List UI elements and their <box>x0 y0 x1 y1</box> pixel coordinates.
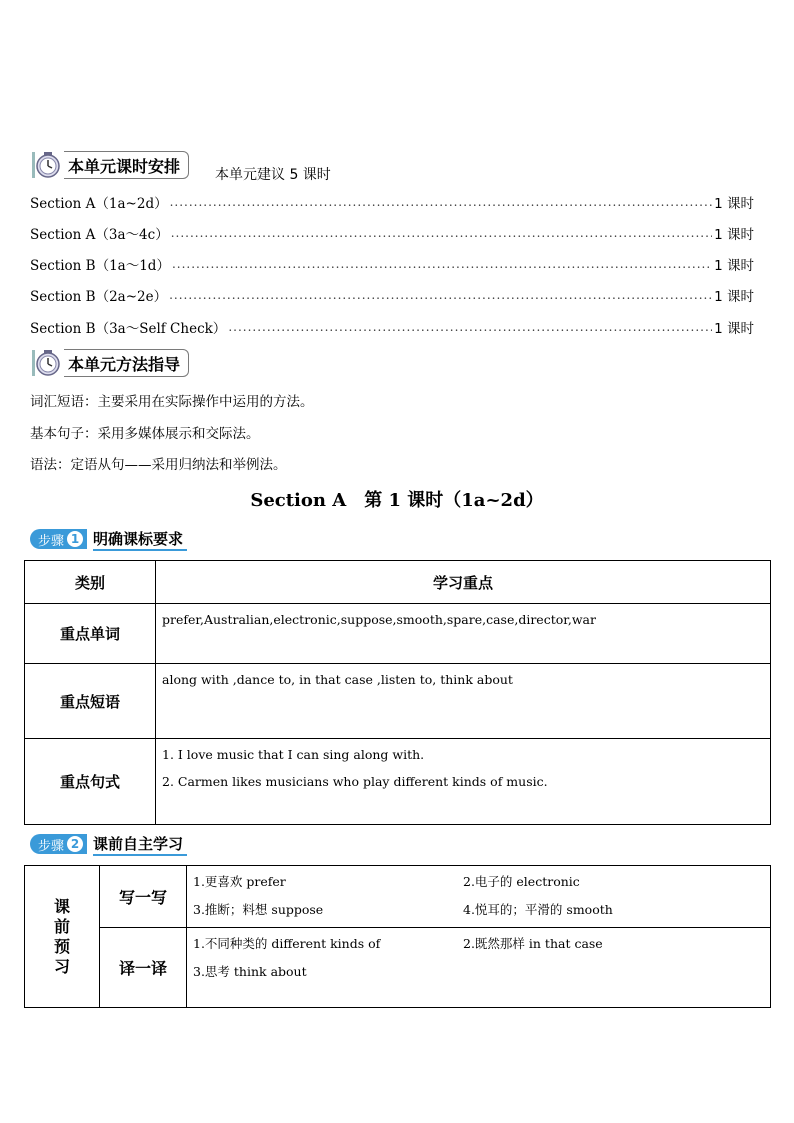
step-number: 1 <box>67 531 83 547</box>
dot-leader <box>170 195 713 209</box>
schedule-row-value: 1 课时 <box>714 321 754 337</box>
schedule-title: 本单元课时安排 <box>64 151 189 179</box>
methods-header <box>30 348 189 378</box>
table-row <box>25 928 771 1008</box>
translate-content <box>187 928 771 1008</box>
preview-table <box>24 865 771 1008</box>
write-item: 2.电子的 electronic <box>463 874 580 889</box>
translate-label: 译一译 <box>100 928 187 1008</box>
table-row <box>25 664 771 739</box>
schedule-row <box>30 285 754 305</box>
table-row <box>25 866 771 928</box>
dot-leader <box>228 320 712 334</box>
step-number: 2 <box>67 836 83 852</box>
content-line: along with ,dance to, in that case ,listen to, think about <box>162 672 513 687</box>
methods-title: 本单元方法指导 <box>64 349 189 377</box>
schedule-header <box>30 150 189 180</box>
clock-icon <box>30 150 64 180</box>
row-content <box>156 739 771 825</box>
clock-icon <box>30 348 64 378</box>
method-line: 基本句子：采用多媒体展示和交际法。 <box>30 426 260 442</box>
schedule-row <box>30 223 754 243</box>
schedule-row <box>30 317 754 337</box>
row-category: 重点单词 <box>25 604 156 664</box>
schedule-row-label: Section A（3a～4c） <box>30 227 169 243</box>
objectives-table <box>24 560 771 825</box>
step-title: 课前自主学习 <box>93 833 187 856</box>
table-row <box>25 739 771 825</box>
write-item: 4.悦耳的；平滑的 smooth <box>463 902 613 917</box>
row-category: 重点短语 <box>25 664 156 739</box>
content-line: 1. I love music that I can sing along with. <box>162 747 425 762</box>
content-line: 2. Carmen likes musicians who play different kinds of music. <box>162 774 548 789</box>
step-1-header <box>30 528 187 550</box>
content-line: prefer,Australian,electronic,suppose,smooth,spare,case,director,war <box>162 612 596 627</box>
schedule-row <box>30 254 754 274</box>
table-header-row <box>25 561 771 604</box>
write-content <box>187 866 771 928</box>
preview-side-label <box>25 866 100 1008</box>
side-label-text: 课前预习 <box>53 896 70 976</box>
write-item: 1.更喜欢 prefer <box>193 874 286 889</box>
schedule-row-value: 1 课时 <box>714 227 754 243</box>
step-pill-label: 步骤 <box>38 533 65 549</box>
method-line: 语法：定语从句——采用归纳法和举例法。 <box>30 457 287 473</box>
step-pill <box>30 834 87 854</box>
dot-leader <box>171 226 712 240</box>
lesson-title: Section A 第 1 课时（1a~2d） <box>250 490 544 511</box>
schedule-row-value: 1 课时 <box>714 196 754 212</box>
write-label: 写一写 <box>100 866 187 928</box>
row-category: 重点句式 <box>25 739 156 825</box>
schedule-row <box>30 192 754 212</box>
translate-item: 2.既然那样 in that case <box>463 936 603 951</box>
step-2-header <box>30 833 187 855</box>
header-focus: 学习重点 <box>156 561 771 604</box>
schedule-row-label: Section B（1a～1d） <box>30 258 170 274</box>
step-pill <box>30 529 87 549</box>
schedule-row-value: 1 课时 <box>714 258 754 274</box>
row-content <box>156 664 771 739</box>
schedule-note: 本单元建议 5 课时 <box>215 167 331 183</box>
dot-leader <box>172 257 712 271</box>
translate-item: 1.不同种类的 different kinds of <box>193 936 381 951</box>
write-item: 3.推断；料想 suppose <box>193 902 324 917</box>
schedule-row-value: 1 课时 <box>714 289 754 305</box>
dot-leader <box>169 288 712 302</box>
translate-item: 3.思考 think about <box>193 964 307 979</box>
schedule-row-label: Section B（2a~2e） <box>30 289 168 305</box>
schedule-row-label: Section A（1a~2d） <box>30 196 168 212</box>
header-category: 类别 <box>25 561 156 604</box>
schedule-row-label: Section B（3a～Self Check） <box>30 321 227 337</box>
table-row <box>25 604 771 664</box>
method-line: 词汇短语：主要采用在实际操作中运用的方法。 <box>30 394 314 410</box>
step-title: 明确课标要求 <box>93 528 187 551</box>
row-content <box>156 604 771 664</box>
step-pill-label: 步骤 <box>38 838 65 854</box>
